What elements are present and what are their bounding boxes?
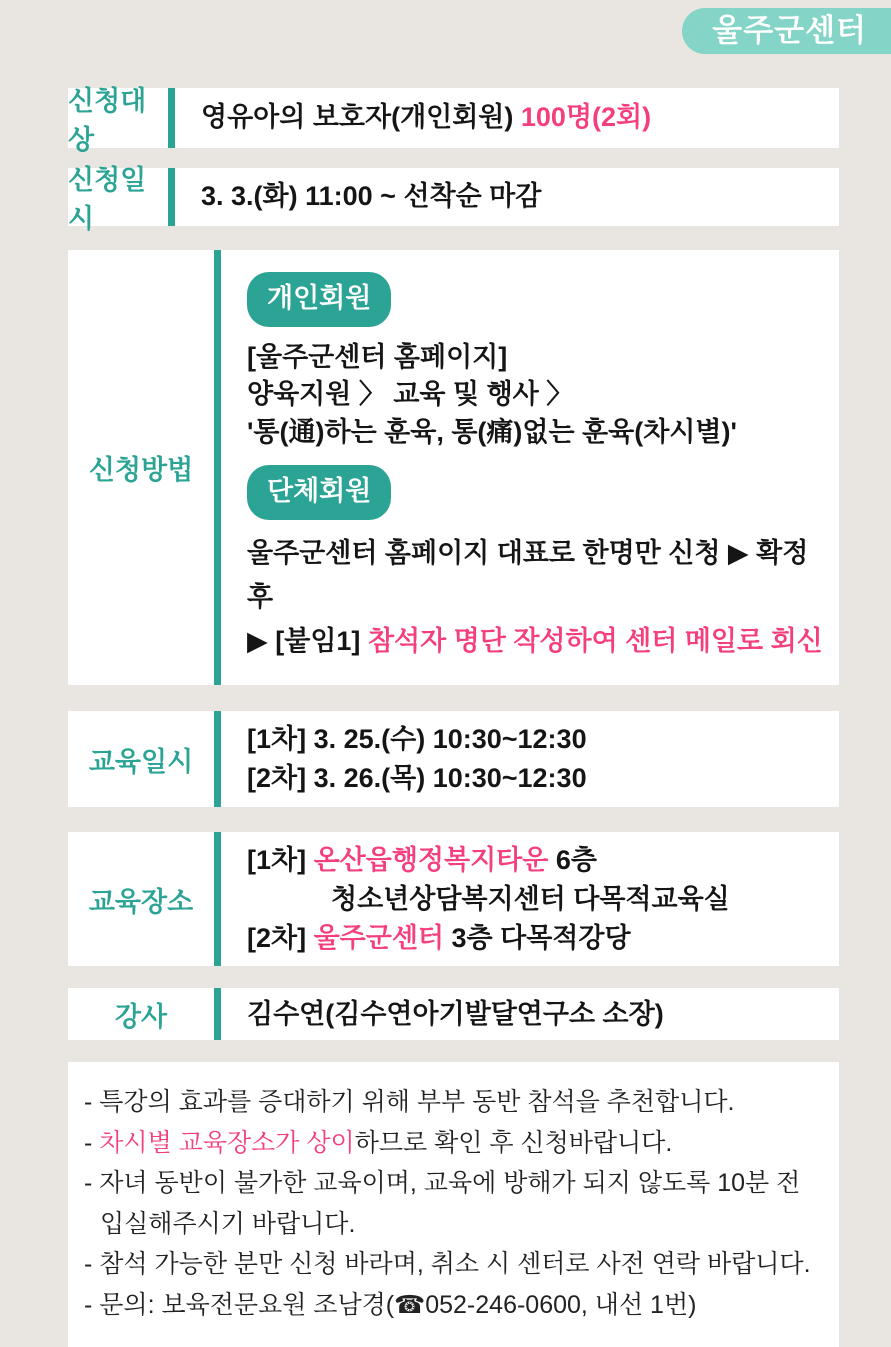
edu-place-content (221, 832, 839, 966)
apply-time-text: 3. 3.(화) 11:00 ~ 선착순 마감 (201, 181, 542, 212)
note-line-2 (84, 1123, 817, 1164)
edu-place-line3-prefix: [2차] (247, 922, 314, 953)
note-line-5: - 문의: 보육전문요원 조남경(☎052-246-0600, 내선 1번) (84, 1290, 697, 1319)
note-line-4: - 참석 가능한 분만 신청 바라며, 취소 시 센터로 사전 연락 바랍니다. (84, 1250, 811, 1279)
group-member-steps (247, 532, 829, 663)
center-name-badge: 울주군센터 (682, 8, 891, 54)
method-line: 울주군센터 홈페이지 대표로 한명만 신청 ▶ 확정 후 (247, 538, 809, 612)
edu-time-line2: [2차] 3. 26.(목) 10:30~12:30 (247, 763, 587, 794)
notice-body (68, 88, 839, 1347)
edu-place-line3-name: 울주군센터 (313, 922, 445, 953)
row-apply-method (68, 250, 839, 685)
apply-time-content (175, 168, 839, 226)
note-line-2-rest: 하므로 확인 후 신청바랍니다. (354, 1128, 673, 1157)
apply-method-label: 신청방법 (88, 455, 194, 486)
method-line-prefix: ▶ [붙임1] (247, 625, 368, 656)
row-apply-target (68, 86, 839, 155)
edu-place-line1-name: 온산읍행정복지타운 (313, 844, 549, 875)
note-line-3-wrap: 입실해주시기 바랍니다. (100, 1209, 356, 1238)
apply-target-label: 신청대상 (68, 86, 147, 155)
divider-bar (214, 711, 221, 807)
note-line-1: - 특강의 효과를 증대하기 위해 부부 동반 참석을 추천합니다. (84, 1088, 735, 1117)
method-line: '통(通)하는 훈육, 통(痛)없는 훈육(차시별)' (247, 416, 737, 447)
apply-method-content (221, 250, 839, 685)
method-line: [울주군센터 홈페이지] (247, 342, 508, 373)
individual-member-badge: 개인회원 (247, 272, 391, 327)
group-member-badge: 단체회원 (247, 465, 391, 520)
row-edu-place (68, 832, 839, 966)
edu-place-line1-suffix: 6층 (548, 844, 597, 875)
edu-place-line3-suffix: 3층 다목적강당 (444, 922, 631, 953)
row-edu-time (68, 711, 839, 807)
divider-bar (168, 168, 175, 226)
edu-place-label: 교육장소 (88, 886, 194, 917)
method-line-highlight: 참석자 명단 작성하여 센터 메일로 회신 (367, 625, 823, 656)
edu-place-line2: 청소년상담복지센터 다목적교육실 (331, 883, 730, 914)
divider-bar (214, 250, 221, 685)
edu-place-line1-prefix: [1차] (247, 844, 314, 875)
lecturer-label: 강사 (114, 1001, 168, 1032)
row-apply-time (68, 165, 839, 234)
lecturer-text: 김수연(김수연아기발달연구소 소장) (247, 998, 664, 1029)
note-line-2-highlight: 차시별 교육장소가 상이 (99, 1128, 355, 1157)
divider-bar (168, 88, 175, 148)
edu-time-label: 교육일시 (88, 746, 194, 777)
apply-target-count: 100명(2회) (520, 102, 652, 133)
divider-bar (214, 988, 221, 1040)
row-lecturer (68, 988, 839, 1040)
apply-time-label: 신청일시 (68, 165, 147, 234)
individual-member-steps (247, 339, 829, 451)
edu-place-line1 (247, 841, 829, 880)
edu-time-content (221, 711, 839, 807)
method-line: 양육지원 〉 교육 및 행사 〉 (247, 379, 574, 410)
method-line (247, 620, 829, 664)
apply-target-text: 영유아의 보호자(개인회원) (201, 102, 521, 133)
edu-place-line3 (247, 919, 829, 958)
divider-bar (214, 832, 221, 966)
edu-time-line1: [1차] 3. 25.(수) 10:30~12:30 (247, 724, 587, 755)
note-line-2-dash: - (84, 1128, 100, 1157)
notes-box (68, 1062, 839, 1347)
apply-target-content (175, 88, 839, 148)
lecturer-content (221, 988, 839, 1040)
note-line-3: - 자녀 동반이 불가한 교육이며, 교육에 방해가 되지 않도록 10분 전 (84, 1169, 801, 1198)
